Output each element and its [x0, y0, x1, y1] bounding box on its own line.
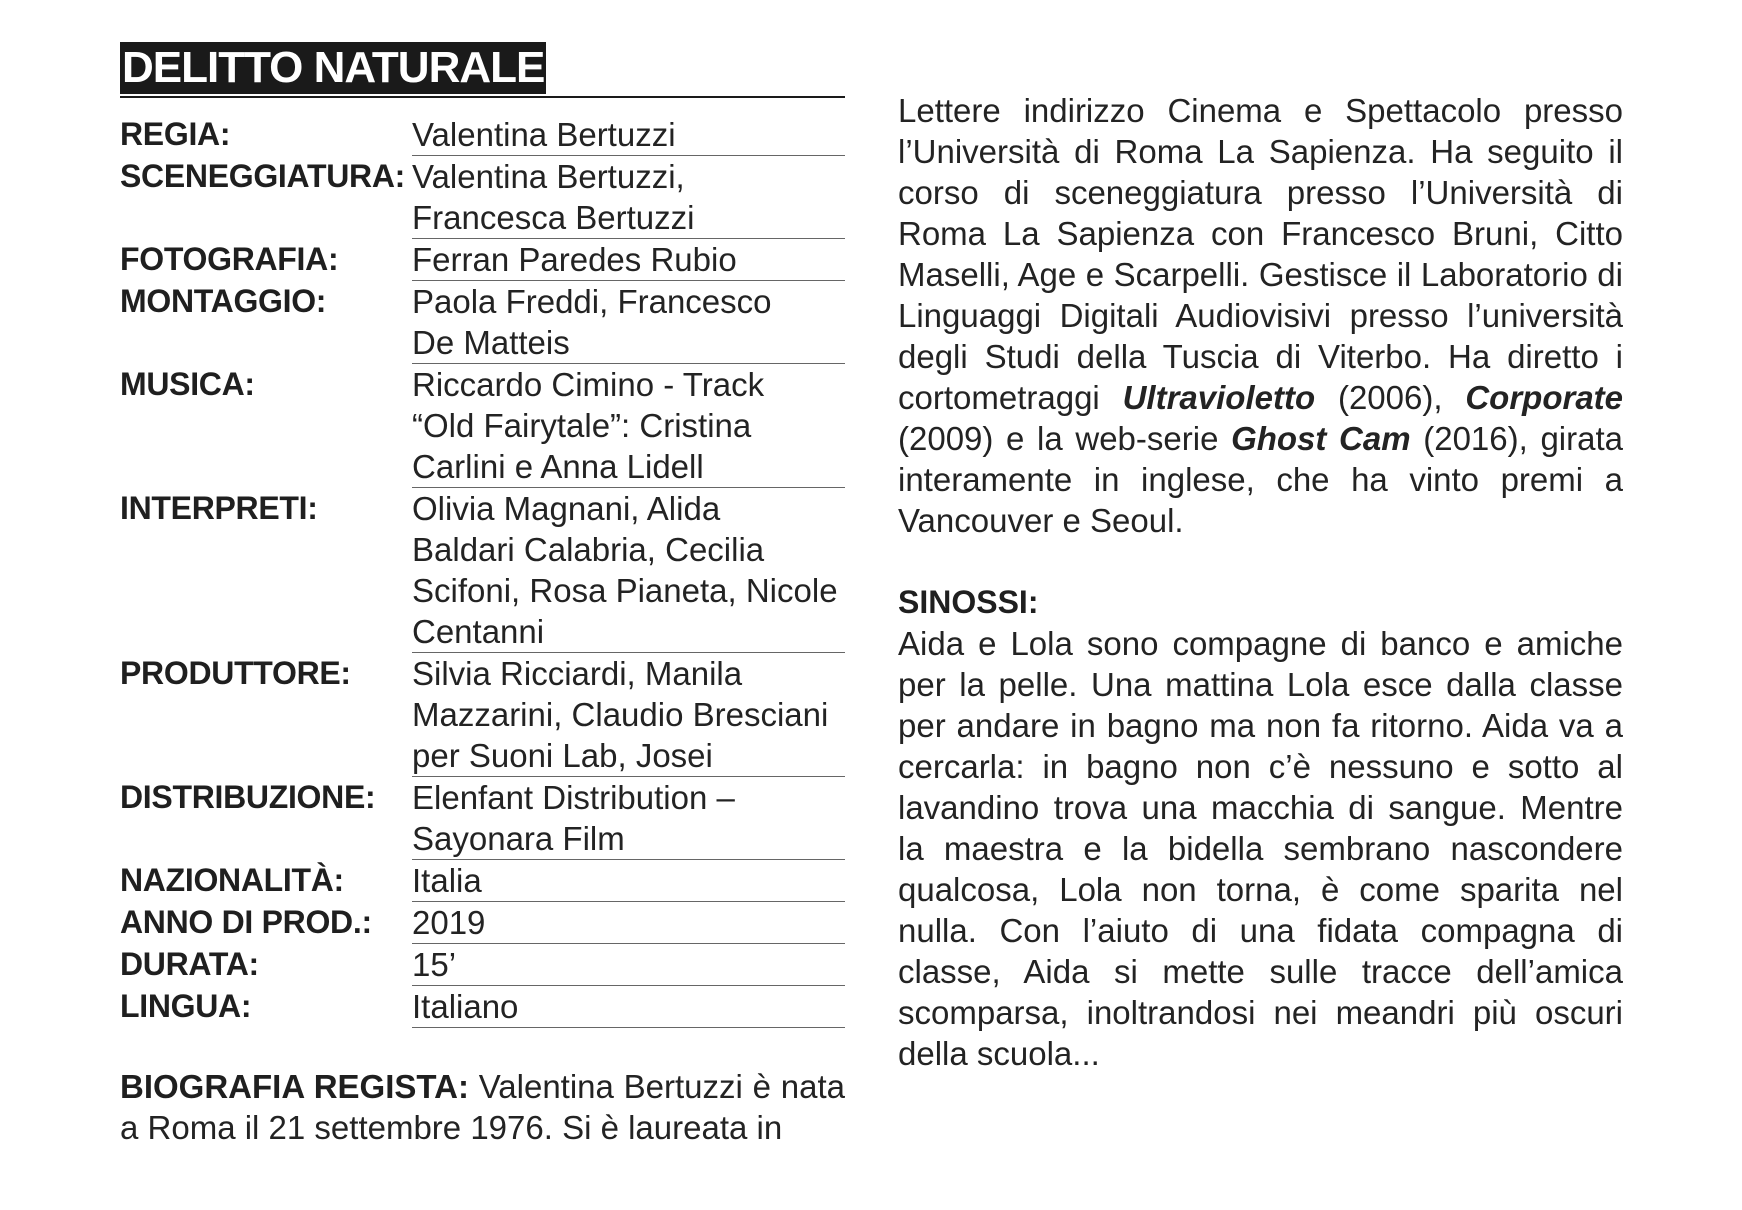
credit-row-nazionalita	[120, 860, 845, 902]
credit-row-sceneggiatura	[120, 156, 845, 239]
credit-value: Elenfant Distribution – Sayonara Film	[412, 777, 845, 860]
credits-table	[120, 114, 845, 1028]
credit-label: ANNO DI PROD.:	[120, 904, 372, 940]
credit-value: Valentina Bertuzzi, Francesca Bertuzzi	[412, 156, 845, 239]
credit-value: 2019	[412, 902, 845, 944]
credit-row-durata	[120, 944, 845, 986]
film-title-corporate: Corporate	[1465, 379, 1624, 416]
credit-row-produttore	[120, 653, 845, 777]
credit-label: DISTRIBUZIONE:	[120, 779, 376, 815]
synopsis-text: Aida e Lola sono compagne di banco e amiche per la pelle. Una mattina Lola esce dalla classe per andare in bagno ma non fa ritorno. Aida va a cercarla: in bagno non c’è nessuno e sotto al lavandino trova una macchia di sangue. Mentre la maestra e la bidella sembrano nascondere qualcosa, Lola non torna, è come sparita nel nulla. Con l’aiuto di una fidata compagna di classe, Aida si mette sulle tracce dell’amica scomparsa, inoltrandosi nei meandri più oscuri della scuola...	[898, 625, 1623, 1072]
credit-label: PRODUTTORE:	[120, 655, 351, 691]
film-title-ultravioletto: Ultravioletto	[1122, 379, 1316, 416]
bio-text: (2006),	[1337, 379, 1443, 416]
credit-label: DURATA:	[120, 946, 259, 982]
credit-label: REGIA:	[120, 116, 231, 152]
director-bio-start	[120, 1066, 845, 1148]
credit-label: NAZIONALITÀ:	[120, 862, 344, 898]
credit-row-musica	[120, 364, 845, 488]
synopsis-heading: SINOSSI:	[898, 584, 1039, 620]
credit-value: Silvia Ricciardi, Manila Mazzarini, Claudio Bresciani per Suoni Lab, Josei	[412, 653, 845, 777]
credit-value: Italiano	[412, 986, 845, 1028]
film-title-ghost-cam: Ghost Cam	[1231, 420, 1411, 457]
director-bio-continued	[898, 90, 1623, 541]
credit-row-anno	[120, 902, 845, 944]
film-title: DELITTO NATURALE	[122, 43, 545, 92]
credit-label: INTERPRETI:	[120, 490, 318, 526]
credit-row-lingua	[120, 986, 845, 1028]
credit-label: MUSICA:	[120, 366, 255, 402]
title-bar	[120, 40, 845, 98]
credit-label: MONTAGGIO:	[120, 283, 327, 319]
credit-label: LINGUA:	[120, 988, 252, 1024]
left-column	[120, 40, 845, 1148]
credit-row-fotografia	[120, 239, 845, 281]
bio-text: (2009) e la web-serie	[898, 420, 1219, 457]
bio-label: BIOGRAFIA REGISTA:	[120, 1068, 469, 1105]
credit-value: Italia	[412, 860, 845, 902]
credit-row-montaggio	[120, 281, 845, 364]
credit-value: Valentina Bertuzzi	[412, 114, 845, 156]
credit-value: 15’	[412, 944, 845, 986]
credit-row-distribuzione	[120, 777, 845, 860]
credit-value: Olivia Magnani, Alida Baldari Calabria, Cecilia Scifoni, Rosa Pianeta, Nicole Centanni	[412, 488, 845, 653]
credit-value: Paola Freddi, Francesco De Matteis	[412, 281, 845, 364]
credit-value: Ferran Paredes Rubio	[412, 239, 845, 281]
credit-row-interpreti	[120, 488, 845, 653]
credit-label: FOTOGRAFIA:	[120, 241, 339, 277]
credit-row-regia	[120, 114, 845, 156]
right-column	[898, 90, 1623, 1074]
bio-text: (2016), girata interamente in inglese, che ha vinto premi a Vancouver e Seoul.	[898, 420, 1623, 539]
bio-text-left: Valentina Bertuzzi è nata a Roma il 21 settembre 1976. Si è laureata in	[120, 1068, 845, 1146]
bio-text: Lettere indirizzo Cinema e Spettacolo presso l’Università di Roma La Sapienza. Ha seguito il corso di sceneggiatura presso l’Università di Roma La Sapienza con Francesco Bruni, Citto Maselli, Age e Scarpelli. Gestisce il Laboratorio di Linguaggi Digitali Audiovisivi presso l’università degli Studi della Tuscia di Viterbo. Ha diretto i cortometraggi	[898, 92, 1623, 416]
credit-label: SCENEGGIATURA:	[120, 158, 405, 194]
credit-value: Riccardo Cimino - Track “Old Fairytale”: Cristina Carlini e Anna Lidell	[412, 364, 845, 488]
